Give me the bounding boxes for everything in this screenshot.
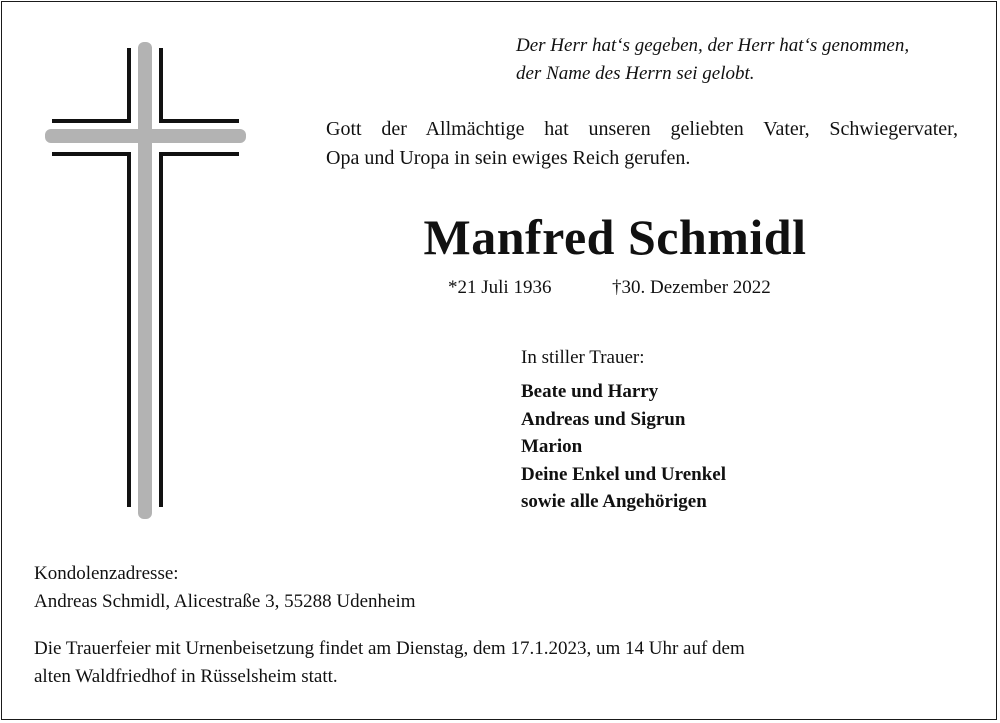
- mourners-list: [521, 378, 726, 516]
- mourner-item: Andreas und Sigrun: [521, 408, 686, 430]
- cross-horizontal-beam: [45, 129, 246, 143]
- funeral-notice: [34, 635, 745, 691]
- condolence-label: Kondolenzadresse:: [34, 563, 179, 584]
- quote-line-1: Der Herr hat‘s gegeben, der Herr hat‘s genommen,: [516, 35, 910, 56]
- funeral-line-2: alten Waldfriedhof in Rüsselsheim statt.: [34, 666, 338, 687]
- deceased-name: Manfred Schmidl: [423, 209, 807, 265]
- quote-line-2: der Name des Herrn sei gelobt.: [516, 63, 755, 84]
- intro-line-2: Opa und Uropa in sein ewiges Reich gerufen.: [326, 147, 691, 169]
- mourner-item: Beate und Harry: [521, 381, 659, 402]
- mourner-item: sowie alle Angehörigen: [521, 491, 707, 512]
- intro-text: [326, 115, 958, 173]
- condolence-address-text: Andreas Schmidl, Alicestraße 3, 55288 Udenheim: [34, 591, 416, 612]
- mourner-item: Deine Enkel und Urenkel: [521, 463, 726, 485]
- birth-date: *21 Juli 1936: [448, 277, 552, 298]
- mourner-item: Marion: [521, 436, 583, 457]
- cross-vertical-beam: [138, 42, 152, 519]
- condolence-address: [34, 560, 416, 616]
- mourning-label: In stiller Trauer:: [521, 347, 645, 368]
- intro-line-1: Gott der Allmächtige hat unseren geliebten Vater, Schwiegervater,: [326, 118, 958, 140]
- cross-icon: [0, 0, 260, 540]
- funeral-line-1: Die Trauerfeier mit Urnenbeisetzung findet am Dienstag, dem 17.1.2023, um 14 Uhr auf dem: [34, 638, 745, 659]
- bible-quote: [516, 32, 909, 88]
- death-date: †30. Dezember 2022: [612, 277, 771, 298]
